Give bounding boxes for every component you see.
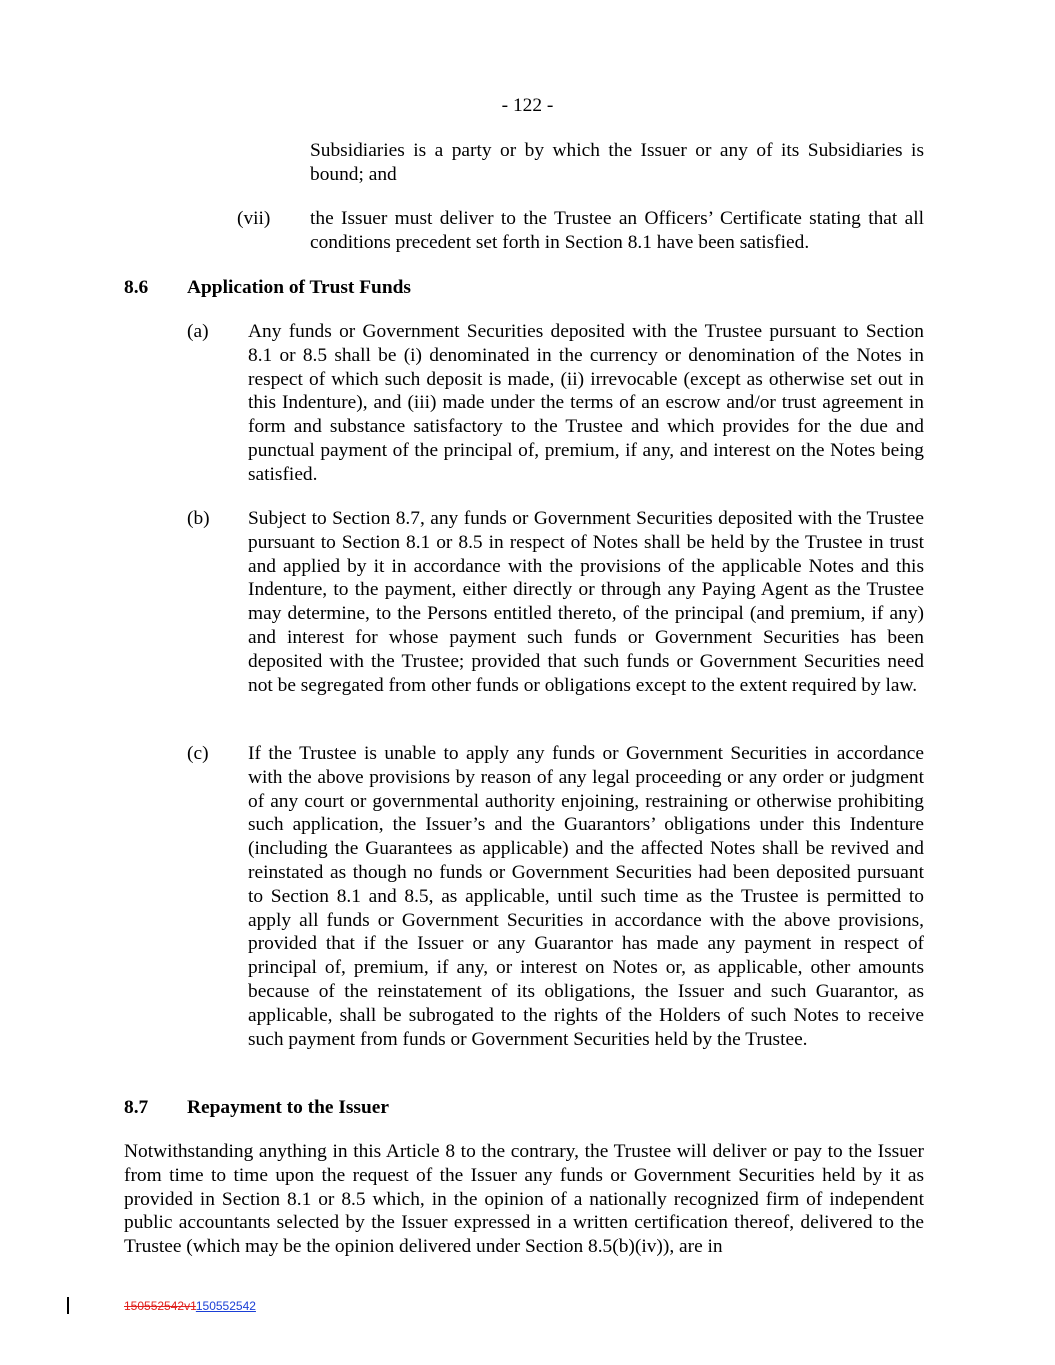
item-a-text: Any funds or Government Securities deposited with the Trustee pursuant to Section 8.1 or 8.5 shall be (i) denominated in the currency or denomination of the Notes in respect of which such deposit is made, (ii) irrevocable (except as otherwise set out in this Indenture), and (iii) made under the terms of an escrow and/or trust agreement in form and substance satisfactory to the Trustee and which provides for the due and punctual payment of the principal of, premium, if any, and interest on the Notes being satisfied. xyxy=(248,321,924,485)
item-c-label: (c) xyxy=(187,743,209,764)
item-b-label: (b) xyxy=(187,508,210,529)
item-b-text: Subject to Section 8.7, any funds or Government Securities deposited with the Trustee pursuant to Section 8.1 or 8.5 in respect of Notes shall be held by the Trustee in trust and applied by it in accordance with the provisions of the applicable Notes and this Indenture, to the payment, either directly or through any Paying Agent as the Trustee may determine, to the Persons entitled thereto, of the principal (and premium, if any) and interest for whose payment such funds or Government Securities has been deposited with the Trustee; provided that such funds or Government Securities need not be segregated from other funds or obligations except to the extent required by law. xyxy=(248,508,924,696)
inserted-document-id: 150552542 xyxy=(195,1299,256,1313)
deleted-document-id: 150552542v1 xyxy=(124,1299,196,1313)
change-bar xyxy=(67,1297,69,1314)
document-id xyxy=(124,1299,256,1313)
section-8-6-title: Application of Trust Funds xyxy=(187,277,411,298)
continuation-text: Subsidiaries is a party or by which the Issuer or any of its Subsidiaries is bound; and xyxy=(310,140,924,185)
item-vii-label: (vii) xyxy=(237,208,271,229)
section-8-6-number: 8.6 xyxy=(124,277,149,298)
section-8-7-number: 8.7 xyxy=(124,1097,149,1118)
page-number: - 122 - xyxy=(501,95,554,116)
item-a-label: (a) xyxy=(187,321,209,342)
section-8-7-title: Repayment to the Issuer xyxy=(187,1097,389,1118)
section-8-7-text: Notwithstanding anything in this Article 8 to the contrary, the Trustee will deliver or pay to the Issuer from time to time upon the request of the Issuer any funds or Government Securities held by it as provided in Section 8.1 or 8.5 which, in the opinion of a nationally recognized firm of independent public accountants selected by the Issuer expressed in a written certification thereof, delivered to the Trustee (which may be the opinion delivered under Section 8.5(b)(iv)), are in xyxy=(124,1141,924,1258)
item-vii-text: the Issuer must deliver to the Trustee an Officers’ Certificate stating that all conditions precedent set forth in Section 8.1 have been satisfied. xyxy=(310,208,924,253)
item-c-text: If the Trustee is unable to apply any funds or Government Securities in accordance with the above provisions by reason of any legal proceeding or any order or judgment of any court or governmental authority enjoining, restraining or otherwise prohibiting such application, the Issuer’s and the Guarantors’ obligations under this Indenture (including the Guarantees as applicable) and the affected Notes shall be revived and reinstated as though no funds or Government Securities had been deposited pursuant to Section 8.1 and 8.5, as applicable, until such time as the Trustee is permitted to apply all funds or Government Securities in accordance with the above provisions, provided that if the Issuer or any Guarantor has made any payment in respect of principal of, premium, if any, or interest on Notes or, as applicable, other amounts because of the reinstatement of its obligations, the Issuer and such Guarantor, as applicable, shall be subrogated to the rights of the Holders of such Notes to receive such payment from funds or Government Securities held by the Trustee. xyxy=(248,743,924,1050)
